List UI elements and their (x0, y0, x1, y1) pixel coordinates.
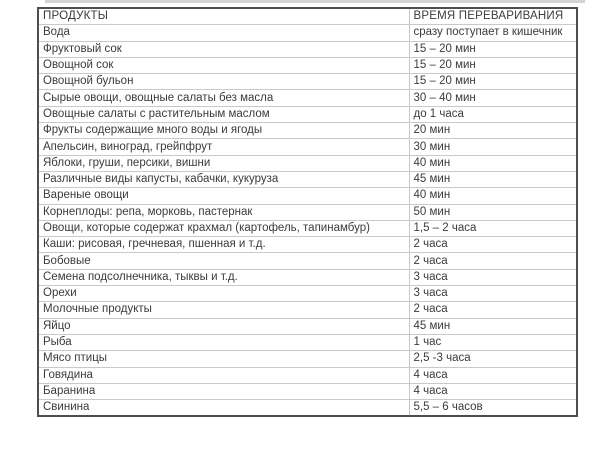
time-cell: 50 мин (409, 204, 577, 220)
product-cell: Фруктовый сок (38, 41, 409, 57)
table-row (38, 400, 577, 417)
table-row (38, 204, 577, 220)
time-cell: 2 часа (409, 302, 577, 318)
time-cell: 30 мин (409, 139, 577, 155)
product-cell: Корнеплоды: репа, морковь, пастернак (38, 204, 409, 220)
table-row (38, 220, 577, 236)
product-cell: Мясо птицы (38, 351, 409, 367)
time-cell: 45 мин (409, 318, 577, 334)
table-row (38, 74, 577, 90)
time-cell: сразу поступает в кишечник (409, 25, 577, 41)
time-cell: 45 мин (409, 171, 577, 187)
product-cell: Вода (38, 25, 409, 41)
time-cell: до 1 часа (409, 106, 577, 122)
product-cell: Молочные продукты (38, 302, 409, 318)
time-cell: 2 часа (409, 253, 577, 269)
time-cell: 20 мин (409, 123, 577, 139)
table-row (38, 269, 577, 285)
product-cell: Различные виды капусты, кабачки, кукуруза (38, 171, 409, 187)
products-column-header: ПРОДУКТЫ (38, 8, 409, 25)
table-row (38, 25, 577, 41)
table-row (38, 351, 577, 367)
time-cell: 15 – 20 мин (409, 41, 577, 57)
product-cell: Яйцо (38, 318, 409, 334)
table-row (38, 155, 577, 171)
time-cell: 2 часа (409, 237, 577, 253)
product-cell: Яблоки, груши, персики, вишни (38, 155, 409, 171)
time-cell: 3 часа (409, 286, 577, 302)
time-cell: 15 – 20 мин (409, 57, 577, 73)
top-edge-artifact (45, 0, 585, 3)
table-row (38, 237, 577, 253)
time-cell: 1 час (409, 334, 577, 350)
table-row (38, 302, 577, 318)
time-cell: 4 часа (409, 367, 577, 383)
table-row (38, 139, 577, 155)
time-cell: 1,5 – 2 часа (409, 220, 577, 236)
time-cell: 4 часа (409, 383, 577, 399)
digestion-time-table (37, 7, 578, 417)
product-cell: Рыба (38, 334, 409, 350)
time-cell: 3 часа (409, 269, 577, 285)
product-cell: Овощные салаты с растительным маслом (38, 106, 409, 122)
time-cell: 30 – 40 мин (409, 90, 577, 106)
product-cell: Семена подсолнечника, тыквы и т.д. (38, 269, 409, 285)
product-cell: Фрукты содержащие много воды и ягоды (38, 123, 409, 139)
table-row (38, 188, 577, 204)
time-cell: 40 мин (409, 188, 577, 204)
table-row (38, 106, 577, 122)
header-row (38, 8, 577, 25)
product-cell: Каши: рисовая, гречневая, пшенная и т.д. (38, 237, 409, 253)
table-row (38, 334, 577, 350)
time-cell: 15 – 20 мин (409, 74, 577, 90)
time-cell: 2,5 -3 часа (409, 351, 577, 367)
time-cell: 40 мин (409, 155, 577, 171)
product-cell: Вареные овощи (38, 188, 409, 204)
table-row (38, 90, 577, 106)
product-cell: Овощи, которые содержат крахмал (картофель, тапинамбур) (38, 220, 409, 236)
product-cell: Сырые овощи, овощные салаты без масла (38, 90, 409, 106)
product-cell: Овощной сок (38, 57, 409, 73)
table-row (38, 123, 577, 139)
table-row (38, 253, 577, 269)
product-cell: Свинина (38, 400, 409, 417)
table-row (38, 171, 577, 187)
table-row (38, 383, 577, 399)
table-row (38, 318, 577, 334)
table-row (38, 41, 577, 57)
digestion-time-column-header: ВРЕМЯ ПЕРЕВАРИВАНИЯ (409, 8, 577, 25)
product-cell: Баранина (38, 383, 409, 399)
table-row (38, 57, 577, 73)
table-body (38, 25, 577, 417)
product-cell: Орехи (38, 286, 409, 302)
table-row (38, 286, 577, 302)
table-header (38, 8, 577, 25)
table-row (38, 367, 577, 383)
product-cell: Овощной бульон (38, 74, 409, 90)
product-cell: Апельсин, виноград, грейпфрут (38, 139, 409, 155)
time-cell: 5,5 – 6 часов (409, 400, 577, 417)
product-cell: Бобовые (38, 253, 409, 269)
product-cell: Говядина (38, 367, 409, 383)
